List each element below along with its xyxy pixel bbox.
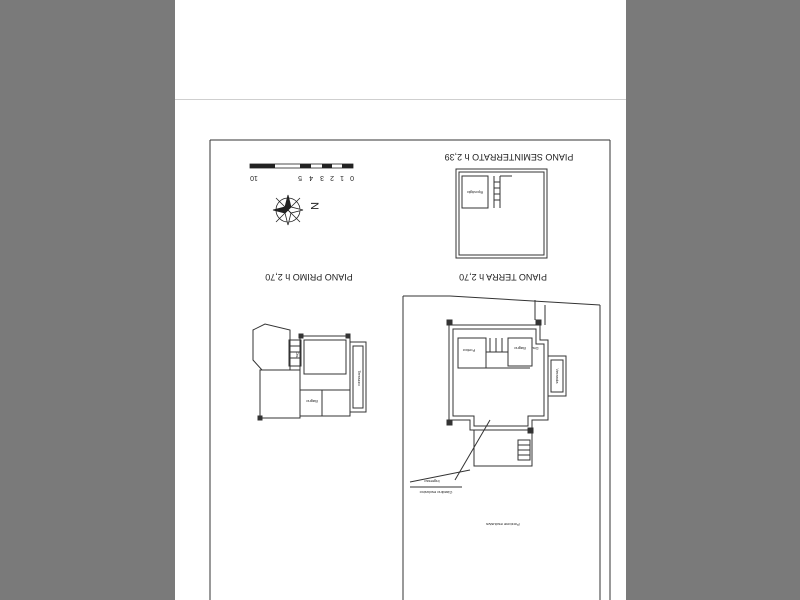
annotation-ingresso: Ingresso [424,479,440,484]
north-letter: N [308,202,320,210]
title-piano-terra: PIANO TERRA h 2,70 [459,272,547,282]
room-terra-veranda: Veranda [555,368,560,384]
scale-bar [250,164,353,168]
scale-label-10: 10 [250,174,258,181]
room-primo-disimpegno: Dis. [295,351,300,359]
garden-label: Porzione esclusiva [486,522,520,527]
room-seminterrato-ripostiglio: Ripostiglio [466,190,484,194]
scale-labels [250,174,354,181]
annotation-giardino: Giardino esclusivo [419,490,453,495]
room-terra-disimpegno: Dis. [531,346,539,351]
scale-label-3: 3 [320,174,324,181]
plan-piano-primo [253,324,366,420]
room-primo-terrazzo: Terrazzo [357,370,362,386]
room-terra-portico: Portico [462,348,476,353]
scale-label-2: 2 [330,174,334,181]
room-terra-bagno: Bagno [514,346,526,351]
title-piano-primo: PIANO PRIMO h 2,70 [265,272,353,282]
plan-seminterrato [456,169,547,258]
title-piano-seminterrato: PIANO SEMINTERRATO h 2,39 [444,152,574,162]
scale-label-1: 1 [340,174,344,181]
room-primo-bagno: Bagno [306,399,318,404]
scale-label-4: 4 [309,174,313,181]
compass-rose-icon [273,195,303,225]
plan-piano-primo-labels [295,352,362,404]
scale-label-5: 5 [298,174,302,181]
scale-label-0: 0 [350,174,354,181]
plan-piano-terra-labels [419,346,560,527]
plan-piano-terra [403,296,600,600]
